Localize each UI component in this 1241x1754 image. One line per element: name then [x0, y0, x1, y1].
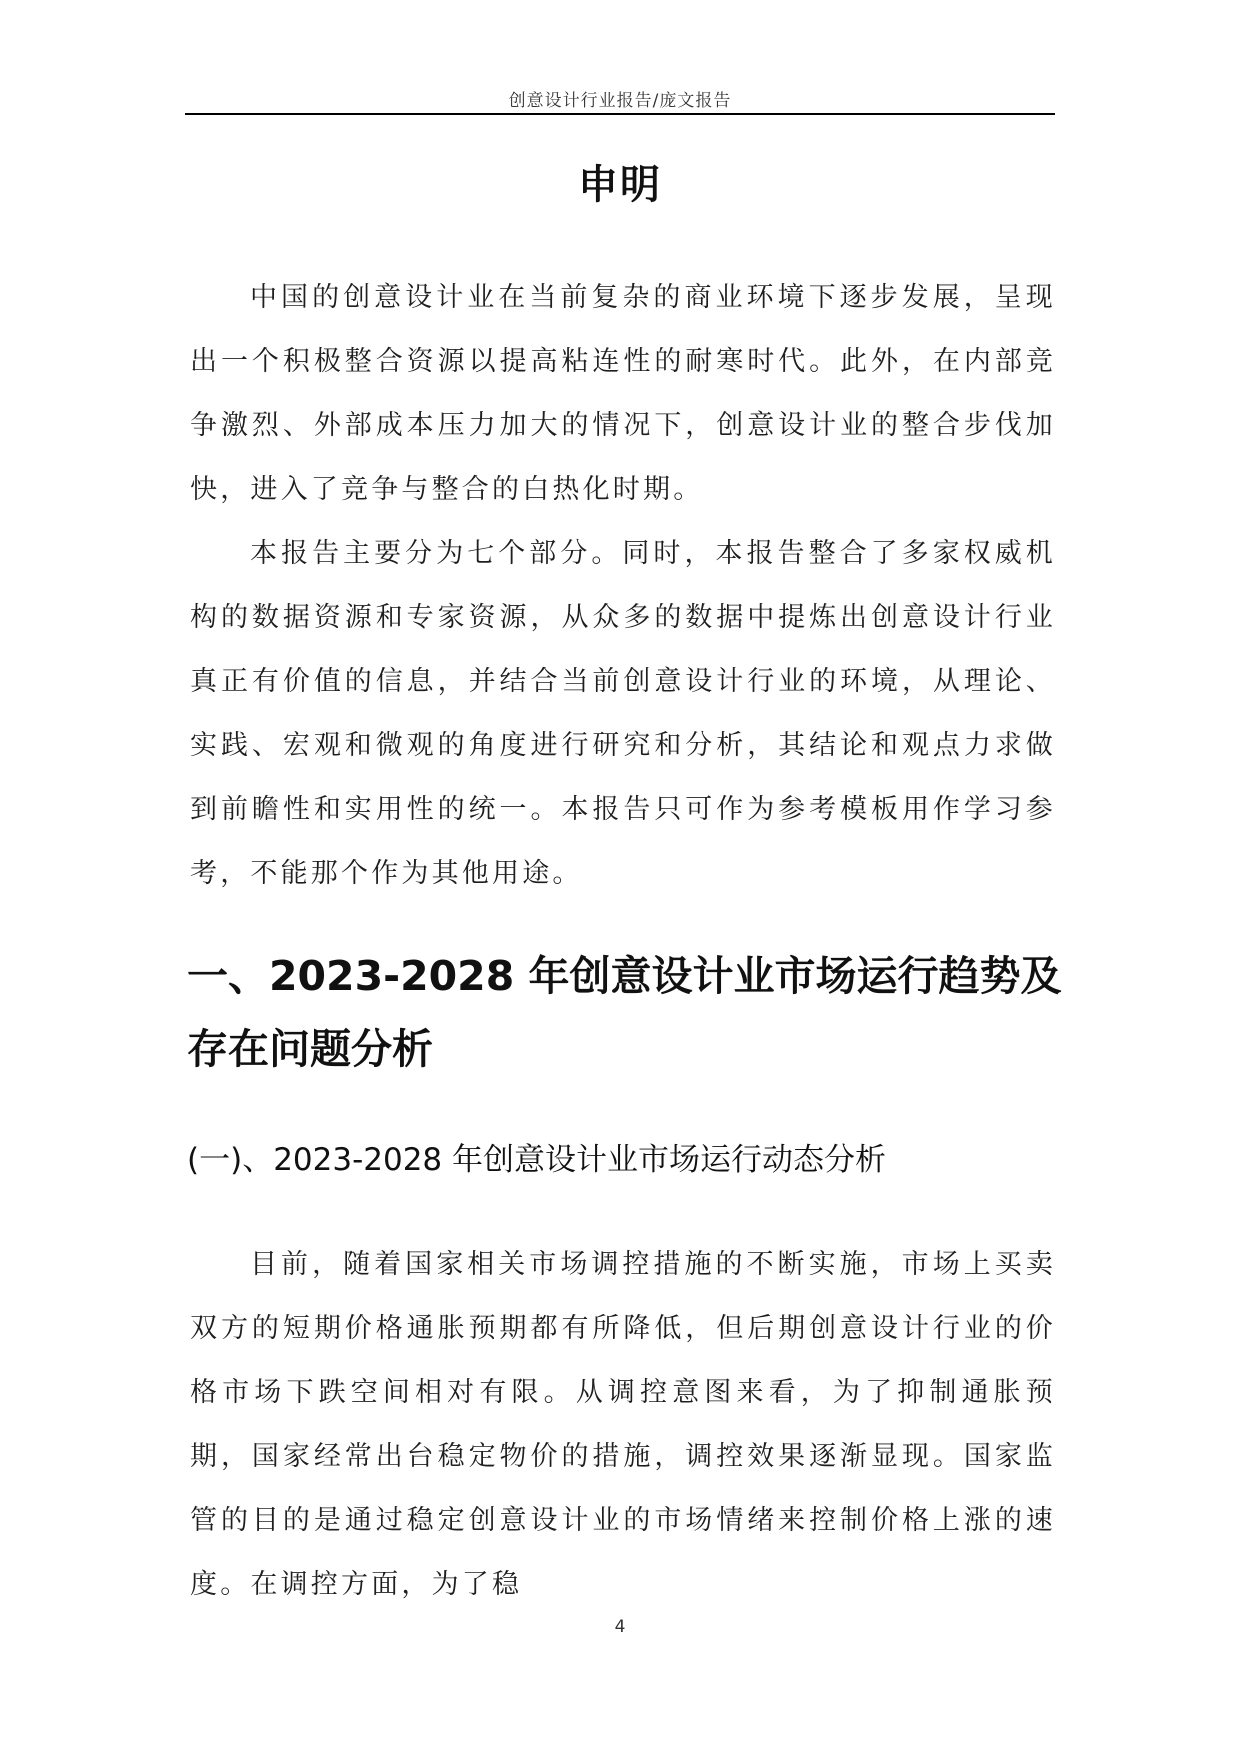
running-header: 创意设计行业报告/庞文报告: [508, 91, 732, 111]
subsection-paragraph: 目前，随着国家相关市场调控措施的不断实施，市场上买卖双方的短期价格通胀预期都有所降低，但后期创意设计行业的价格市场下跌空间相对有限。从调控意图来看，为了抑制通胀预期，国家经常出台稳定物价的措施，调控效果逐渐显现。国家监管的目的是通过稳定创意设计业的市场情绪来控制价格上涨的速度。在调控方面，为了稳: [190, 1249, 1056, 1600]
section-heading: 一、2023-2028 年创意设计业市场运行趋势及存在问题分析: [187, 952, 1062, 1073]
statement-paragraph-1: 中国的创意设计业在当前复杂的商业环境下逐步发展，呈现出一个积极整合资源以提高粘连性的耐寒时代。此外，在内部竞争激烈、外部成本压力加大的情况下，创意设计业的整合步伐加快，进入了竞争与整合的白热化时期。: [190, 282, 1056, 505]
statement-title: 申明: [578, 162, 662, 208]
header-divider: [185, 113, 1055, 115]
subsection-heading: (一)、2023-2028 年创意设计业市场运行动态分析: [187, 1142, 887, 1178]
statement-paragraph-2: 本报告主要分为七个部分。同时，本报告整合了多家权威机构的数据资源和专家资源，从众多的数据中提炼出创意设计行业真正有价值的信息，并结合当前创意设计行业的环境，从理论、实践、宏观和微观的角度进行研究和分析，其结论和观点力求做到前瞻性和实用性的统一。本报告只可作为参考模板用作学习参考，不能那个作为其他用途。: [190, 538, 1056, 889]
page-number: 4: [614, 1617, 626, 1637]
